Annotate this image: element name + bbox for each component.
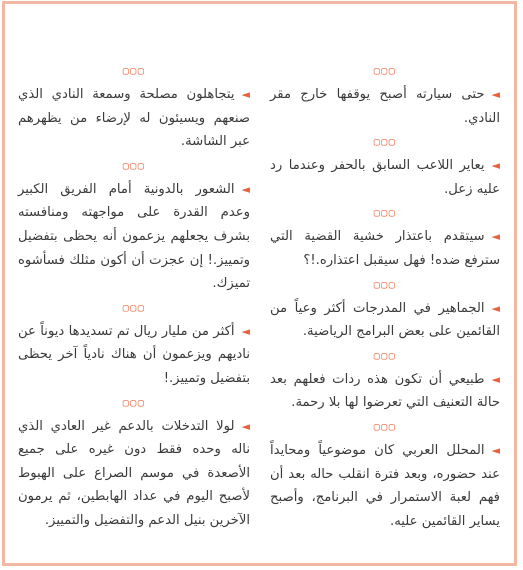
bullet-arrow-icon: ◄ bbox=[241, 419, 250, 433]
separator: ▢▢▢ bbox=[373, 137, 397, 149]
separator: ▢▢▢ bbox=[122, 397, 146, 409]
separator: ▢▢▢ bbox=[373, 350, 397, 362]
bullet-arrow-icon: ◄ bbox=[491, 159, 500, 173]
paragraph bbox=[270, 297, 500, 344]
paragraph-text: سيتقدم باعتذار خشية القضية التي سترفع ضده! فهل سيقبل اعتذاره.!؟ bbox=[270, 229, 500, 268]
bullet-arrow-icon: ◄ bbox=[241, 182, 250, 196]
bullet-arrow-icon: ◄ bbox=[491, 230, 500, 244]
left-column bbox=[18, 60, 250, 534]
separator: ▢▢▢ bbox=[373, 421, 397, 433]
paragraph bbox=[270, 83, 500, 130]
bullet-arrow-icon: ◄ bbox=[241, 324, 250, 338]
paragraph-text: المحلل العربي كان موضوعياً ومحايداً عند حضوره، وبعد فترة انقلب حاله بعد أن فهم لعبة الاستمرار في البرنامج، وأصبح يساير القائمين عليه. bbox=[270, 442, 500, 529]
paragraph-text: حتى سيارته أصبح يوقفها خارج مقر النادي. bbox=[270, 87, 500, 126]
paragraph-text: الشعور بالدونية أمام الفريق الكبير وعدم القدرة على مواجهته ومنافسته بشرف يجعلهم يزعمون أنه يحظى بتفضيل وتمييز.! إن عجزت أن أكون مثلك فسأشوه تميزك. bbox=[18, 181, 250, 292]
separator: ▢▢▢ bbox=[373, 66, 397, 77]
paragraph bbox=[270, 439, 500, 533]
paragraph bbox=[18, 320, 250, 391]
paragraph-text: طبيعي أن تكون هذه ردات فعلهم بعد حالة التعنيف التي تعرضوا لها بلا رحمة. bbox=[270, 371, 500, 411]
bullet-arrow-icon: ◄ bbox=[241, 88, 250, 101]
separator: ▢▢▢ bbox=[122, 160, 146, 172]
separator: ▢▢▢ bbox=[373, 208, 397, 220]
paragraph-text: يعاير اللاعب السابق بالحفر وعندما رد عليه زعل. bbox=[270, 158, 500, 197]
paragraph-text: أكثر من مليار ريال تم تسديدها ديوناً عن ناديهم ويزعمون أن هناك نادياً آخر يحظى بتفضيل وتمييز.! bbox=[18, 323, 250, 386]
paragraph-text: يتجاهلون مصلحة وسمعة النادي الذي صنعهم ويسيئون له لإرضاء من يظهرهم عبر الشاشة. bbox=[18, 87, 250, 150]
bullet-arrow-icon: ◄ bbox=[491, 372, 500, 386]
separator: ▢▢▢ bbox=[373, 279, 397, 291]
bullet-arrow-icon: ◄ bbox=[491, 301, 500, 315]
separator: ▢▢▢ bbox=[122, 66, 146, 77]
paragraph bbox=[270, 154, 500, 201]
paragraph bbox=[18, 178, 250, 296]
paragraph bbox=[270, 368, 500, 415]
separator: ▢▢▢ bbox=[122, 302, 146, 314]
paragraph bbox=[270, 225, 500, 272]
paragraph bbox=[18, 83, 250, 154]
right-column bbox=[270, 60, 500, 534]
paragraph-text: لولا التدخلات بالدعم غير العادي الذي ناله وحده فقط دون غيره على جميع الأصعدة في موسم الصراع على الهبوط لأصبح اليوم في عداد الهابطين، ثم يرمون الآخرين بنيل الدعم والتفضيل والتمييز. bbox=[18, 418, 250, 528]
paragraph-text: الجماهير في المدرجات أكثر وعياً من القائمين على بعض البرامج الرياضية. bbox=[270, 300, 500, 340]
bullet-arrow-icon: ◄ bbox=[491, 88, 500, 101]
paragraph bbox=[18, 415, 250, 533]
bullet-arrow-icon: ◄ bbox=[491, 443, 500, 457]
